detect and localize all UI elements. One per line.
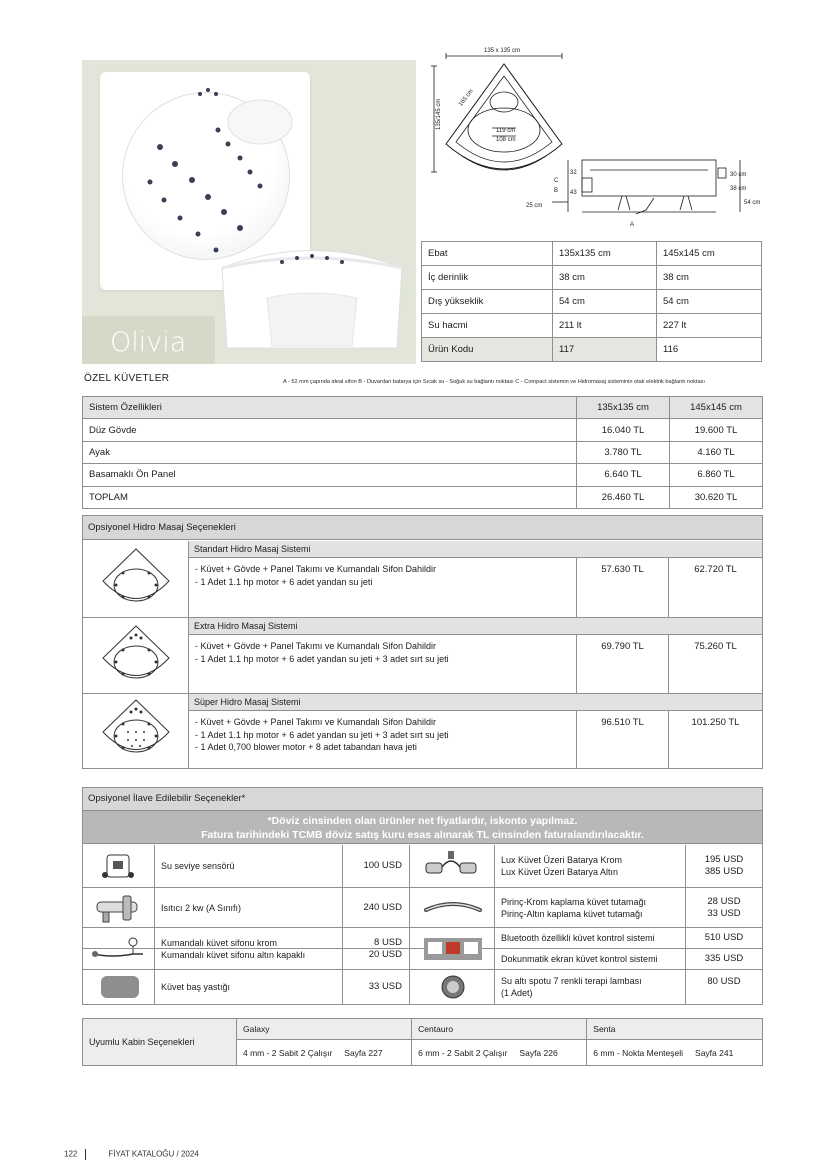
price-row: [83, 419, 763, 441]
extra-item: [83, 928, 762, 949]
spec-label: Dış yükseklik: [422, 290, 553, 314]
hydro-system-row: [83, 694, 762, 768]
extra-price: 8 USD 20 USD: [368, 936, 402, 960]
page-footer: [64, 1149, 199, 1160]
extra-name: Lux Küvet Üzeri Batarya Krom Lux Küvet Üzeri Batarya Altın: [495, 845, 686, 887]
tub-diagram-icon: [83, 541, 189, 617]
spec-value-1: 54 cm: [553, 290, 657, 314]
price-header-row: [83, 397, 763, 419]
tub-diagram-icon: [83, 694, 189, 768]
spec-value-1: 117: [553, 338, 657, 362]
extra-price: 100 USD: [363, 860, 402, 871]
spec-table: [421, 241, 762, 362]
hydro-system-name: Süper Hidro Masaj Sistemi: [189, 694, 762, 711]
price-row: [83, 441, 763, 463]
extra-name: Pirinç-Krom kaplama küvet tutamağı Pirinç-Altın kaplama küvet tutamağı: [495, 888, 686, 927]
desc-line: - Küvet + Gövde + Panel Takımı ve Kumandalı Sifon Dahildir: [195, 717, 436, 727]
hydro-system-desc: [189, 635, 577, 693]
footer-divider: [85, 1149, 86, 1160]
extra-item: [83, 949, 762, 970]
extra-price: 335 USD: [704, 953, 744, 964]
cabin-page-link[interactable]: Sayfa 241: [695, 1047, 734, 1058]
drawing-inner-a: 119 cm: [496, 128, 516, 134]
spec-label: Ürün Kodu: [422, 338, 553, 362]
drawing-leg-b: B: [554, 188, 559, 194]
spec-label: Su hacmi: [422, 314, 553, 338]
price-c1: 6.640 TL: [577, 464, 670, 486]
hydro-price-2: 101.250 TL: [691, 717, 740, 728]
price-label: TOPLAM: [83, 486, 577, 508]
price-c2: 30.620 TL: [670, 486, 763, 508]
drawing-dim-25: 25 cm: [526, 203, 543, 209]
corner-tub-side-view: [212, 238, 412, 358]
cabin-option[interactable]: 6 mm - 2 Sabit 2 Çalışır Sayfa 226: [412, 1040, 587, 1066]
cabin-name: Galaxy: [237, 1019, 412, 1040]
hydro-system-desc: [189, 711, 577, 768]
hydro-price-1: 96.510 TL: [577, 711, 669, 768]
grab-handle-icon: [409, 888, 495, 927]
drawing-diag: 165 cm: [457, 88, 475, 108]
hydro-system-name: Extra Hidro Masaj Sistemi: [189, 618, 762, 635]
desc-line: - 1 Adet 1.1 hp motor + 6 adet yandan su jeti + 3 adet sırt su jeti: [195, 653, 449, 664]
price-table: [82, 396, 763, 509]
cabin-table: [82, 1018, 763, 1066]
extra-name: Bluetooth özellikli küvet kontrol sistemi: [495, 928, 686, 948]
extra-name: Isıtıcı 2 kw (A Sınıfı): [155, 888, 343, 927]
extra-item: [83, 970, 762, 1004]
extra-item: [83, 888, 762, 928]
notice-line: Fatura tarihindeki TCMB döviz satış kuru esas alınarak TL cinsinden faturalandırılacaktır.: [201, 829, 644, 841]
spec-row: [422, 266, 762, 290]
cabin-page-link[interactable]: Sayfa 226: [519, 1047, 558, 1058]
price-c2: 19.600 TL: [670, 419, 763, 441]
price-c2: 6.860 TL: [670, 464, 763, 486]
extra-name: Kumandalı küvet sifonu krom Kumandalı küvet sifonu altın kapaklı: [155, 928, 343, 969]
faucet-icon: [409, 845, 495, 887]
drawing-dim-43: 43: [570, 190, 577, 196]
extra-item: [83, 845, 762, 888]
spec-value-1: 38 cm: [553, 266, 657, 290]
extra-options: [82, 787, 763, 1005]
spec-value-2: 227 lt: [657, 314, 762, 338]
extra-name: Dokunmatik ekran küvet kontrol sistemi: [495, 949, 686, 969]
hydro-price-2: 75.260 TL: [694, 641, 737, 652]
cabin-option[interactable]: 4 mm - 2 Sabit 2 Çalışır Sayfa 227: [237, 1040, 412, 1066]
drawing-leg-c: C: [554, 178, 559, 184]
spec-value-1: 211 lt: [553, 314, 657, 338]
desc-line: - 1 Adet 1.1 hp motor + 6 adet yandan su jeti + 3 adet sırt su jeti: [195, 729, 449, 740]
hydro-system-row: [83, 541, 762, 618]
currency-notice: [83, 811, 762, 844]
product-photo: [82, 60, 416, 364]
price-row-total: [83, 486, 763, 508]
notice-line: *Döviz cinsinden olan ürünler net fiyatlardır, iskonto yapılmaz.: [267, 815, 578, 827]
spec-row: [422, 290, 762, 314]
drawing-dim-38: 38 cm: [730, 186, 747, 192]
technical-drawing: [422, 44, 766, 234]
price-label: Ayak: [83, 441, 577, 463]
hydro-system-desc: [189, 558, 577, 617]
price-row: [83, 464, 763, 486]
spec-label: İç derinlik: [422, 266, 553, 290]
spec-row: [422, 242, 762, 266]
underwater-light-icon: [409, 970, 495, 1004]
extra-price: 28 USD 33 USD: [707, 895, 741, 919]
cabin-option[interactable]: 6 mm - Nokta Menteşeli Sayfa 241: [587, 1040, 763, 1066]
spec-label: Ebat: [422, 242, 553, 266]
extra-name: Su altı spotu 7 renkli terapi lambası (1 Adet): [495, 970, 686, 1004]
price-label: Basamaklı Ön Panel: [83, 464, 577, 486]
spec-value-2: 54 cm: [657, 290, 762, 314]
extra-name: Su seviye sensörü: [155, 845, 343, 887]
spec-value-2: 38 cm: [657, 266, 762, 290]
price-label: Düz Gövde: [83, 419, 577, 441]
drawing-top-width: 135 x 135 cm: [484, 48, 521, 54]
desc-line: - Küvet + Gövde + Panel Takımı ve Kumandalı Sifon Dahildir: [195, 564, 436, 574]
spec-value-2: 145x145 cm: [657, 242, 762, 266]
hydro-price-1: 69.790 TL: [577, 635, 669, 693]
hydro-options: [82, 515, 763, 769]
drawing-dim-32: 32: [570, 170, 577, 176]
price-header-c1: 135x135 cm: [577, 397, 670, 419]
price-header-label: Sistem Özellikleri: [83, 397, 577, 419]
desc-line: - 1 Adet 0,700 blower motor + 8 adet tabandan hava jeti: [195, 742, 417, 752]
extra-price: 195 USD 385 USD: [704, 854, 744, 877]
price-c1: 26.460 TL: [577, 486, 670, 508]
cabin-page-link[interactable]: Sayfa 227: [344, 1047, 383, 1058]
spec-row: [422, 314, 762, 338]
extra-price: 80 USD: [707, 976, 741, 987]
drawing-leg-a: A: [630, 222, 635, 228]
drawing-dim-30: 30 cm: [730, 172, 747, 178]
extra-name: Küvet baş yastığı: [155, 970, 343, 1004]
product-name: Olivia: [110, 327, 187, 358]
spec-row-product-code: [422, 338, 762, 362]
drawing-inner-b: 108 cm: [496, 137, 516, 143]
hydro-system-row: [83, 618, 762, 694]
price-c1: 3.780 TL: [577, 441, 670, 463]
spec-value-2: 116: [657, 338, 762, 362]
hydro-title: Opsiyonel Hidro Masaj Seçenekleri: [83, 516, 762, 540]
price-c2: 4.160 TL: [670, 441, 763, 463]
tub-diagram-icon: [83, 618, 189, 693]
cabin-name: Centauro: [412, 1019, 587, 1040]
extra-price: 510 USD: [704, 932, 744, 943]
connection-legend: A - 52 mm çapında ideal sifon B - Duvardan batarya için Sıcak su - Soğuk su bağlantı noktası C - Compact sistemin ve Hidromasaj sisteminin otak elektrik bağlantı noktası: [283, 379, 705, 385]
drawing-dim-54: 54 cm: [744, 200, 761, 206]
drawing-side-height: 135/145 cm: [436, 98, 442, 130]
price-c1: 16.040 TL: [577, 419, 670, 441]
catalog-name: FİYAT KATALOĞU / 2024: [108, 1149, 199, 1159]
hydro-system-name: Standart Hidro Masaj Sistemi: [189, 541, 762, 558]
section-title: ÖZEL KÜVETLER: [84, 373, 170, 384]
price-header-c2: 145x145 cm: [670, 397, 763, 419]
cabin-label: Uyumlu Kabin Seçenekleri: [83, 1019, 237, 1066]
page-number: 122: [64, 1149, 78, 1159]
hydro-price-2: 62.720 TL: [694, 564, 737, 575]
extras-title: Opsiyonel İlave Edilebilir Seçenekler*: [83, 788, 762, 811]
spec-value-1: 135x135 cm: [553, 242, 657, 266]
extra-price: 240 USD: [363, 901, 402, 913]
cabin-name: Senta: [587, 1019, 763, 1040]
desc-line: - Küvet + Gövde + Panel Takımı ve Kumandalı Sifon Dahildir: [195, 641, 436, 651]
desc-line: - 1 Adet 1.1 hp motor + 6 adet yandan su jeti: [195, 576, 373, 587]
extra-price: 33 USD: [368, 981, 402, 992]
hydro-price-1: 57.630 TL: [577, 558, 669, 617]
